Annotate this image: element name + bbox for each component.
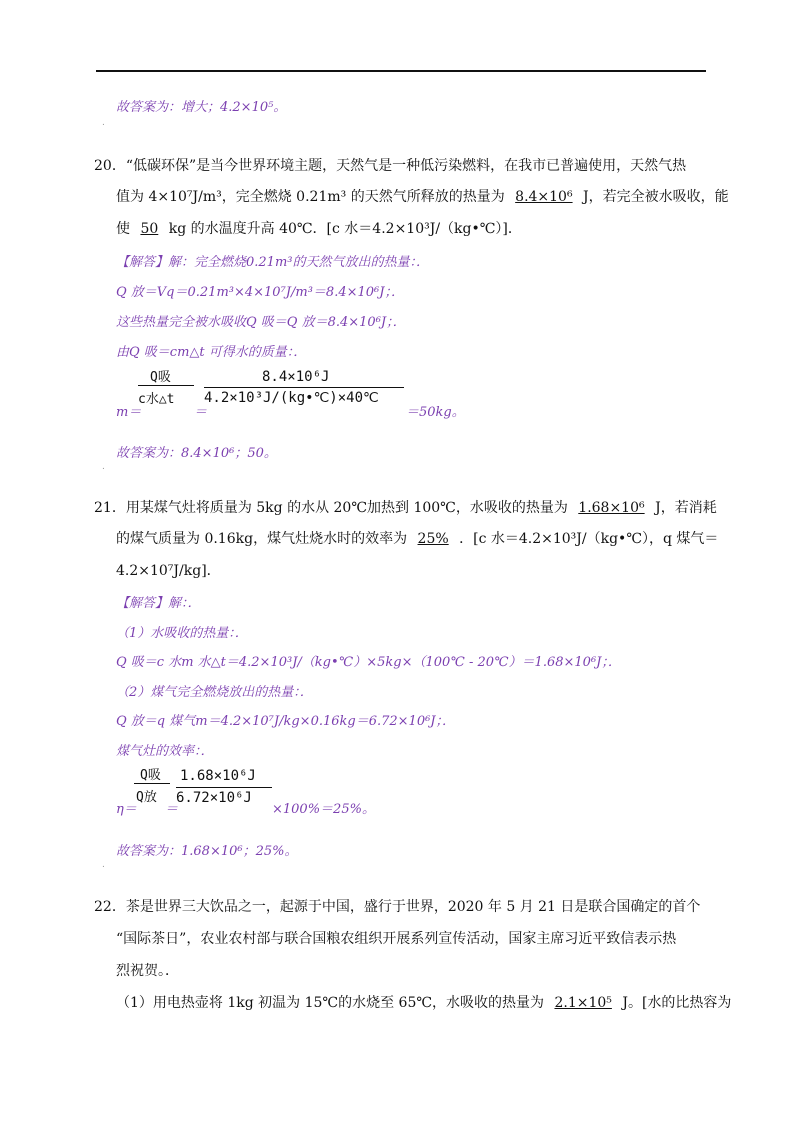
q21-line1-text: 21．用某煤气灶将质量为 5kg 的水从 20℃加热到 100℃，水吸收的热量为 (94, 500, 568, 516)
answer-21: 故答案为：1.68×10⁶；25%。 (116, 844, 298, 859)
q20-blank1: 8.4×10⁶ (515, 189, 573, 205)
q20-line3 (94, 218, 522, 238)
q20-solution-1: 【解答】解：完全燃烧0.21m³的天然气放出的热量：． (116, 255, 429, 270)
q20-line2 (94, 186, 729, 206)
f2-prefix: η＝ (116, 802, 137, 817)
f1-small-den: c水△t (138, 392, 175, 407)
q20-line2-text: 值为 4×10⁷J/m³，完全燃烧 0.21m³ 的天然气所释放的热量为 (116, 189, 505, 205)
q22-line1: 22．茶是世界三大饮品之一，起源于中国，盛行于世界，2020 年 5 月 21 日是联合国确定的首个 (94, 899, 701, 915)
q21-solution-2: （1）水吸收的热量：． (116, 626, 248, 641)
f1-small-bar (138, 385, 194, 386)
q20-line1: 20．“低碳环保”是当今世界环境主题，天然气是一种低污染燃料，在我市已普遍使用，天然气热 (94, 158, 687, 174)
q20-solution-4: 由Q 吸＝cm△t 可得水的质量：． (116, 345, 307, 360)
q21-solution-6: 煤气灶的效率：． (116, 744, 214, 759)
f1-prefix: m＝ (116, 405, 142, 420)
f1-small-num: Q吸 (150, 370, 171, 385)
q21-solution-4: （2）煤气完全燃烧放出的热量：． (116, 685, 313, 700)
f2-small-den: Q放 (136, 790, 157, 805)
f2-den: 6.72×10⁶J (176, 790, 252, 806)
f1-den: 4.2×10³J/(kg•℃)×40℃ (204, 390, 379, 406)
q22-line2: “国际茶日”，农业农村部与联合国粮农组织开展系列宣传活动，国家主席习近平致信表示热 (116, 931, 677, 947)
f1-num: 8.4×10⁶J (262, 369, 330, 385)
f2-num: 1.68×10⁶J (180, 768, 256, 784)
q21-line2-text: 的煤气质量为 0.16kg，煤气灶烧水时的效率为 (116, 531, 408, 547)
q20-solution-2: Q 放＝Vq＝0.21m³×4×10⁷J/m³＝8.4×10⁶J；． (116, 285, 404, 300)
f2-small-num: Q吸 (140, 768, 161, 783)
q21-line2-tail: ．[c 水＝4.2×10³J/（kg•℃），q 煤气＝ (459, 531, 719, 547)
f2-small-bar (134, 783, 170, 784)
f2-eq: ＝ (165, 802, 179, 817)
q20-line3-text: 使 (116, 221, 130, 237)
answer-19: 故答案为：增大；4.2×10⁵。 (116, 100, 287, 115)
header-rule (96, 70, 706, 72)
q21-line1-tail: J，若消耗 (655, 500, 717, 516)
f1-result: ＝50kg。 (406, 405, 465, 420)
answer-20: 故答案为：8.4×10⁶；50。 (116, 446, 277, 461)
q22-line4 (116, 992, 731, 1012)
paragraph-mark: . (102, 860, 105, 870)
q21-solution-5: Q 放＝q 煤气m＝4.2×10⁷J/kg×0.16kg＝6.72×10⁶J；． (116, 714, 456, 729)
f1-bar (204, 387, 404, 388)
q21-line2 (94, 528, 718, 548)
f2-result: ×100%＝25%。 (272, 802, 375, 817)
q21-line1 (94, 497, 717, 517)
q22-line3: 烈祝贺。． (116, 963, 179, 979)
f1-eq: ＝ (194, 405, 208, 420)
q21-solution-3: Q 吸＝c 水m 水△t＝4.2×10³J/（kg•℃）×5kg×（100℃ - 20℃）＝1.68×10⁶J；． (116, 655, 621, 670)
paragraph-mark: . (102, 118, 105, 128)
q20-solution-3: 这些热量完全被水吸收Q 吸＝Q 放＝8.4×10⁶J；． (116, 315, 406, 330)
q20-line3-tail: kg 的水温度升高 40℃．[c 水＝4.2×10³J/（kg•℃）]． (168, 221, 522, 237)
q22-blank1: 2.1×10⁵ (554, 995, 612, 1011)
f2-bar (176, 787, 272, 788)
paragraph-mark: . (102, 462, 105, 472)
q20-line2-tail: J，若完全被水吸收，能 (583, 189, 729, 205)
q22-line4-text: （1）用电热壶将 1kg 初温为 15℃的水烧至 65℃，水吸收的热量为 (116, 995, 545, 1011)
q21-blank2: 25% (417, 531, 449, 547)
q21-line3: 4.2×10⁷J/kg]． (116, 563, 221, 579)
q20-blank2: 50 (140, 221, 159, 237)
q22-line4-tail: J。[水的比热容为 (622, 995, 732, 1011)
q21-solution-1: 【解答】解：． (116, 596, 201, 611)
q21-blank1: 1.68×10⁶ (578, 500, 645, 516)
